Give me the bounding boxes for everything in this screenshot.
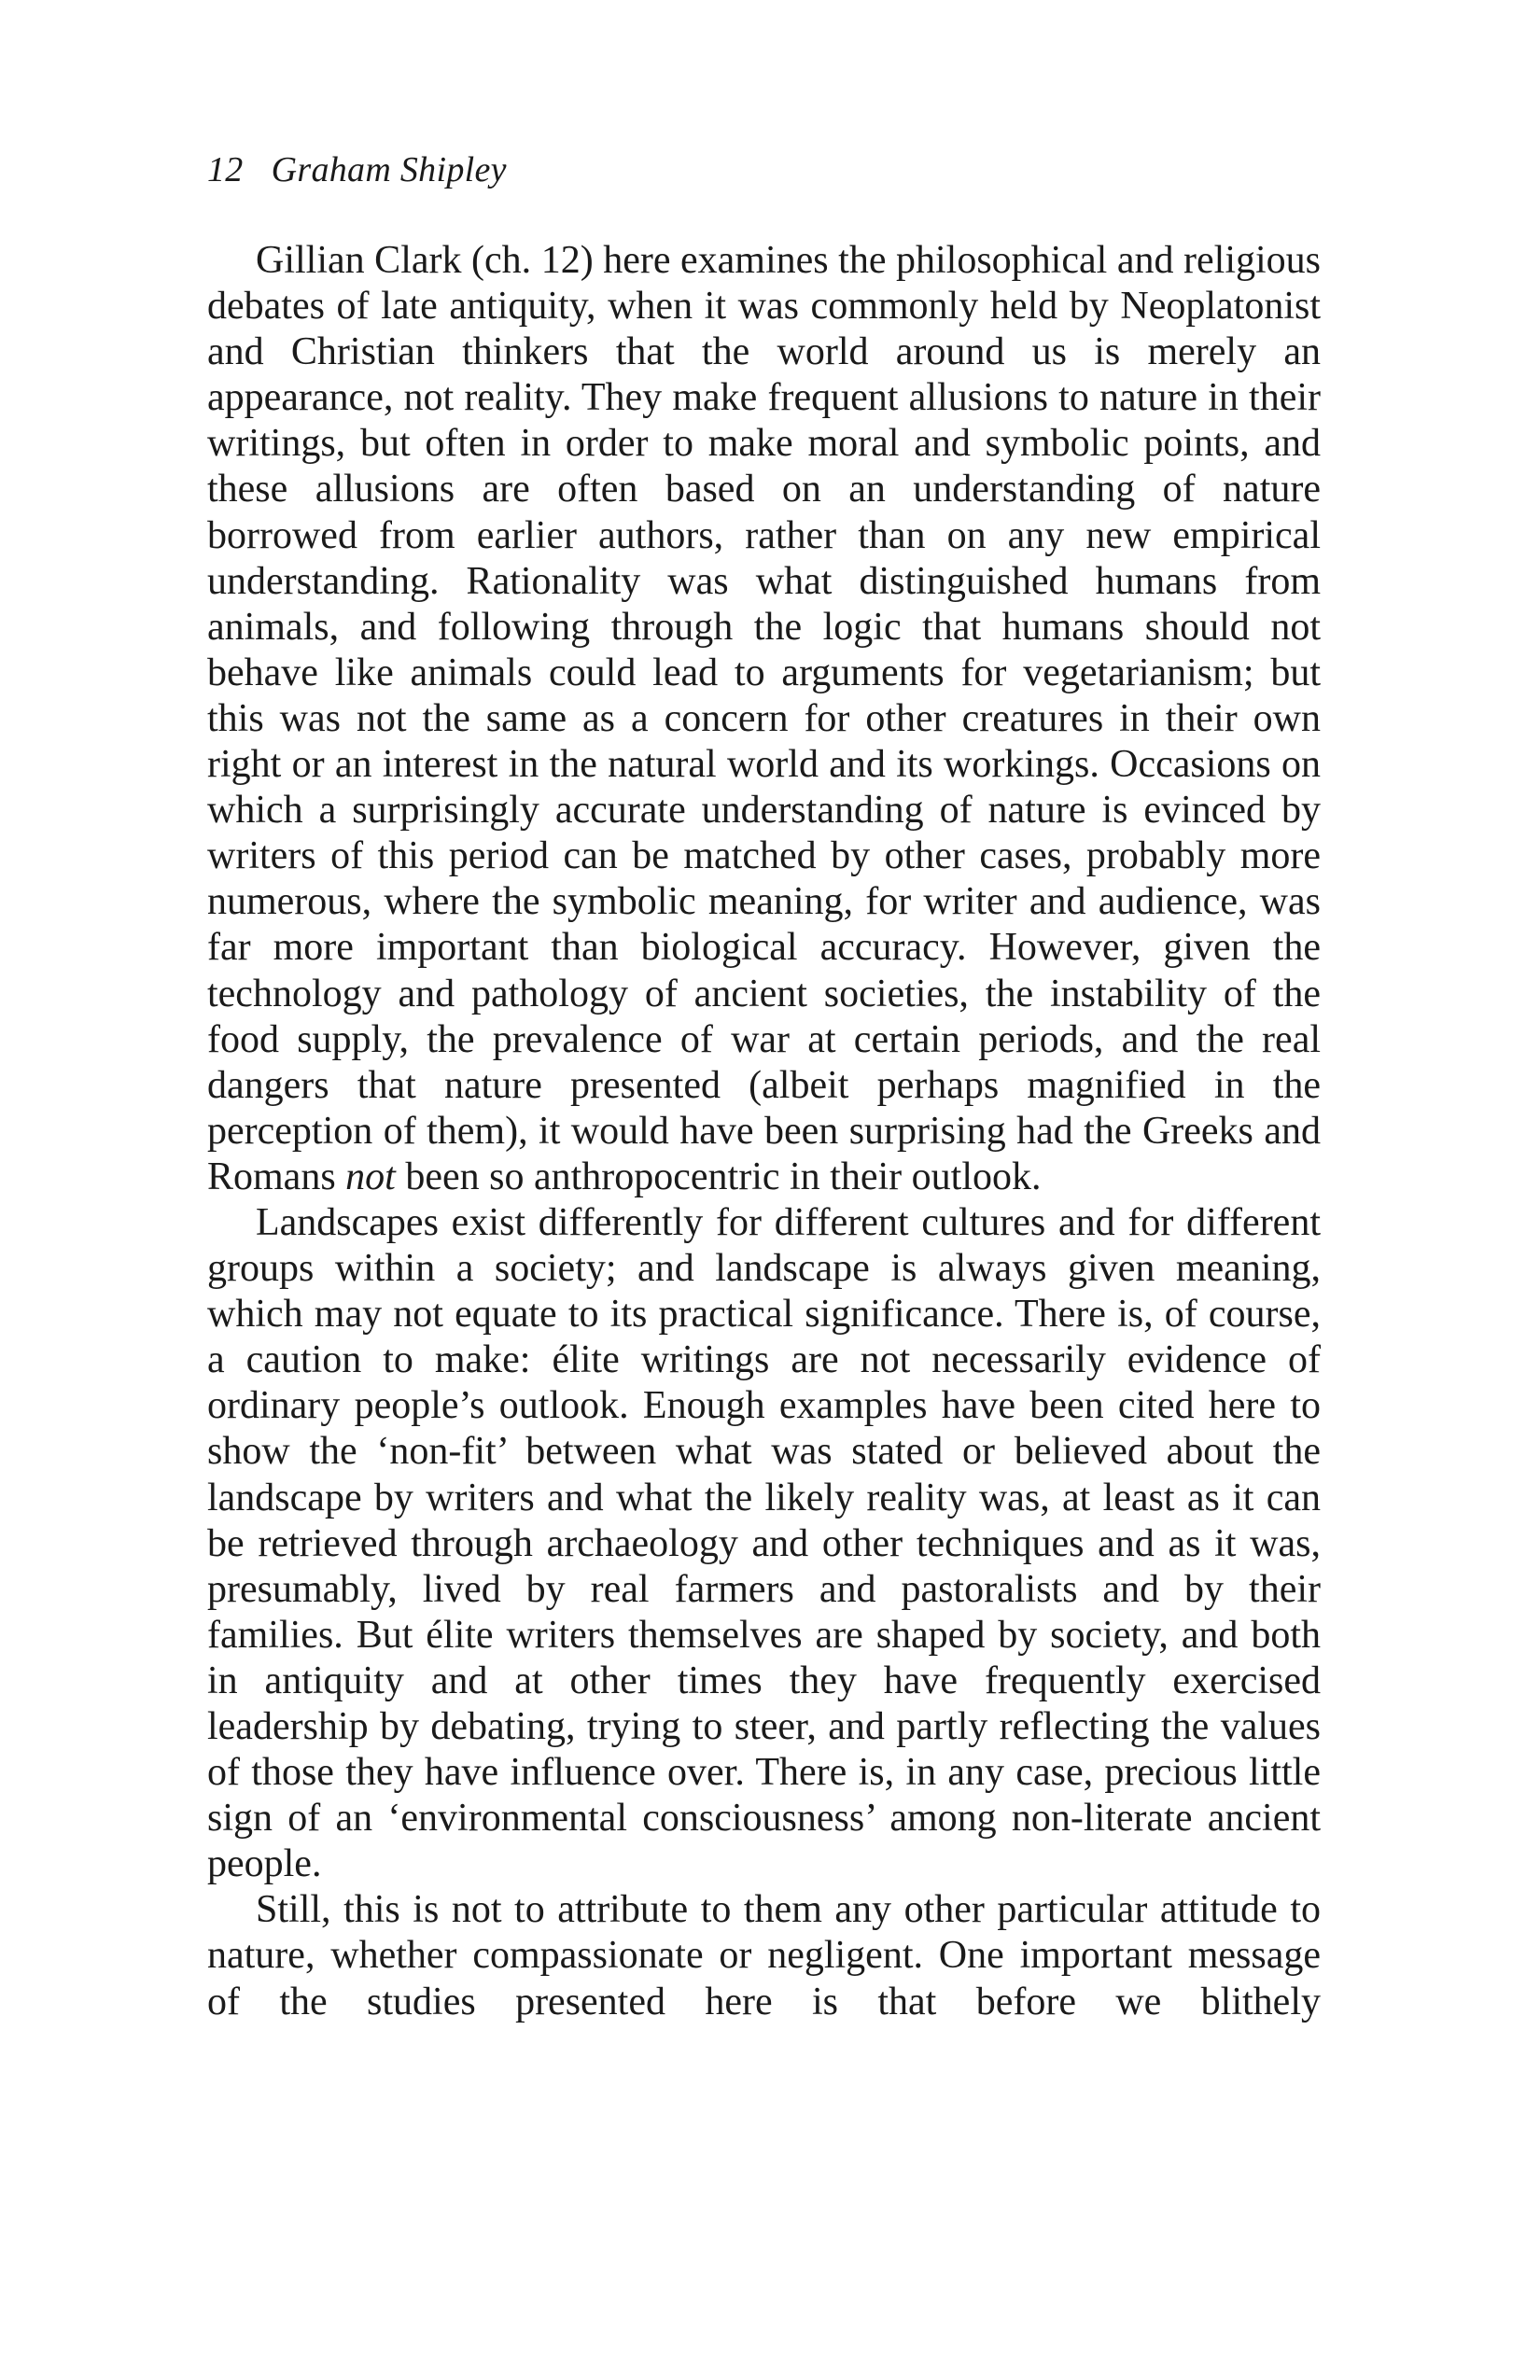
body-text <box>207 238 1321 2025</box>
page-number: 12 <box>207 150 244 189</box>
paragraph-2: Landscapes exist differently for different cultures and for different groups within a society; and landscape is always given meaning, which may not equate to its practical significance. There is, of course, a caution to make: élite writings are not necessarily evidence of ordinary people’s outlook. Enough examples have been cited here to show the ‘non-fit’ between what was stated or believed about the landscape by writers and what the likely reality was, at least as it can be retrieved through archaeology and other techniques and as it was, presumably, lived by real farmers and pastoralists and by their families. But élite writers themselves are shaped by society, and both in antiquity and at other times they have frequently exercised leadership by debating, trying to steer, and partly reflecting the values of those they have influence over. There is, in any case, precious little sign of an ‘environmental consciousness’ among non-literate ancient people. <box>207 1200 1321 1886</box>
paragraph-1 <box>207 238 1321 1200</box>
paragraph-1-emphasis: not <box>345 1155 396 1198</box>
running-head <box>207 149 507 190</box>
paragraph-3: Still, this is not to attribute to them any other particular attitude to nature, whether compassionate or negligent. One important message of the studies presented here is that before we blithely <box>207 1888 1321 2023</box>
running-head-author: Graham Shipley <box>271 150 507 189</box>
paragraph-1-text-end: been so anthropocentric in their outlook. <box>395 1155 1042 1198</box>
paragraph-1-text: Gillian Clark (ch. 12) here examines the philosophical and religious debates of late antiquity, when it was commonly held by Neoplatonist and Christian thinkers that the world around us is merely an appearance, not reality. They make frequent allusions to nature in their writings, but often in order to make moral and symbolic points, and these allusions are often based on an understanding of nature borrowed from earlier authors, rather than on any new empirical understanding. Rationality was what distinguished humans from animals, and following through the logic that humans should not behave like animals could lead to arguments for vegetarianism; but this was not the same as a concern for other creatures in their own right or an interest in the natural world and its workings. Occasions on which a surprisingly accurate understanding of nature is evinced by writers of this period can be matched by other cases, probably more numerous, where the symbolic meaning, for writer and audience, was far more important than biological accuracy. However, given the technology and pathology of ancient societies, the instability of the food supply, the prevalence of war at certain periods, and the real dangers that nature presented (albeit perhaps magnified in the perception of them), it would have been surprising had the Greeks and Romans <box>207 239 1321 1198</box>
